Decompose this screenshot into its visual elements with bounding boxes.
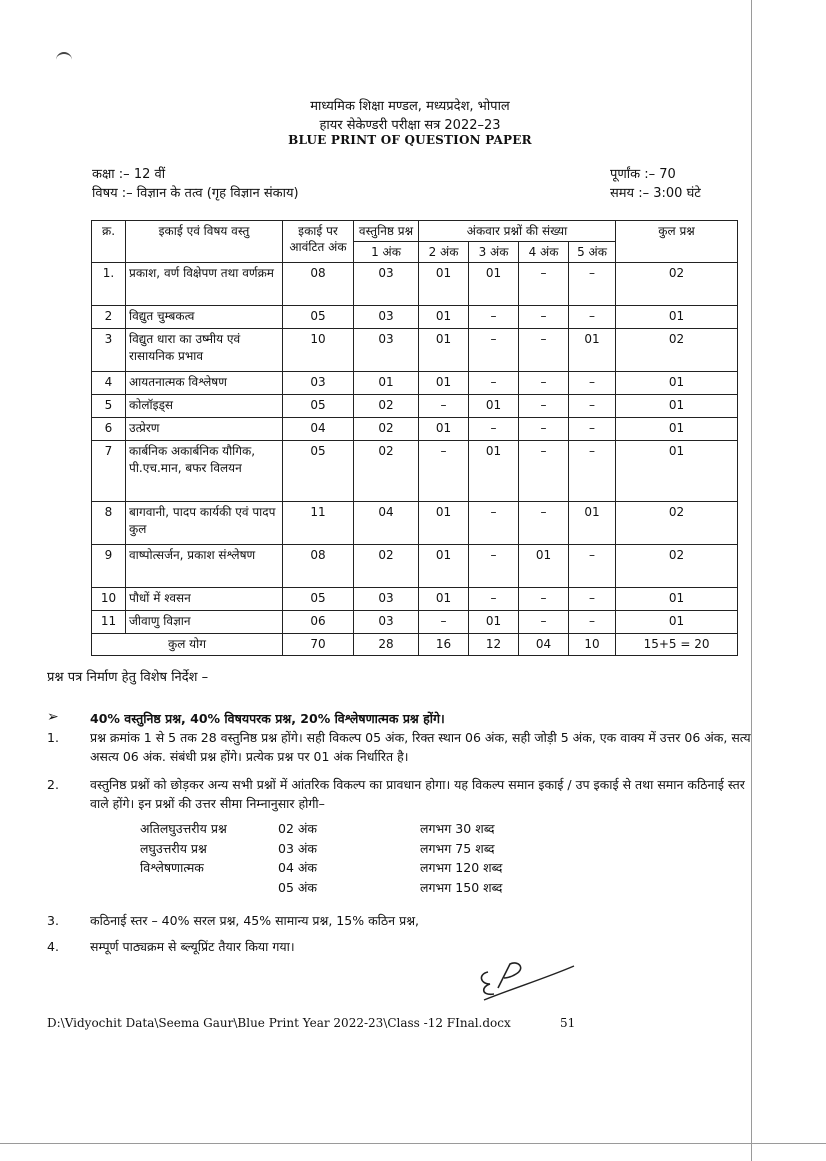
point-2-text: वस्तुनिष्ठ प्रश्नों को छोड़कर अन्य सभी प्रश्नों में आंतरिक विकल्प का प्रावधान होगा। यह विकल्प समान इकाई / उप इकाई से तथा समान कठिनाई स्तर वाले होंगे। इन प्रश्नों की उत्तर सीमा निम्नानुसार होगी– xyxy=(90,777,745,811)
col-5-mark: 5 अंक xyxy=(569,242,616,263)
row-total: 01 xyxy=(616,418,738,441)
row-unit: बागवानी, पादप कार्यकी एवं पादप कुल xyxy=(126,502,283,545)
table-row xyxy=(92,329,738,372)
row-sno: 5 xyxy=(92,395,126,418)
row-5-mark: – xyxy=(569,372,616,395)
point-4-number: 4. xyxy=(47,939,59,954)
row-total: 02 xyxy=(616,329,738,372)
row-2-mark: – xyxy=(419,395,469,418)
row-4-mark: – xyxy=(519,588,569,611)
table-row xyxy=(92,372,738,395)
table-row xyxy=(92,441,738,502)
row-2-mark: 01 xyxy=(419,372,469,395)
time-label: समय :– 3:00 घंटे xyxy=(610,186,701,201)
document-title: BLUE PRINT OF QUESTION PAPER xyxy=(288,133,532,147)
point-1-number: 1. xyxy=(47,730,59,745)
table-row xyxy=(92,306,738,329)
col-alloc: इकाई पर आवंटित अंक xyxy=(283,221,354,263)
word-limit-value: लगभग 120 शब्द xyxy=(420,860,503,875)
point-3-text: कठिनाई स्तर – 40% सरल प्रश्न, 45% सामान्य प्रश्न, 15% कठिन प्रश्न, xyxy=(90,913,420,928)
point-1-text: प्रश्न क्रमांक 1 से 5 तक 28 वस्तुनिष्ठ प्रश्न होंगे। सही विकल्प 05 अंक, रिक्त स्थान 06 अंक, सही जोड़ी 5 अंक, एक वाक्य में उत्तर 06 अंक, सत्य असत्य 06 अंक. संबंधी प्रश्न होंगे। प्रत्येक प्रश्न पर 01 अंक निर्धारित है। xyxy=(90,730,751,764)
row-3-mark: – xyxy=(469,306,519,329)
table-header-row xyxy=(92,221,738,242)
class-label: कक्षा :– 12 वीं xyxy=(92,167,166,182)
col-sno: क्र. xyxy=(92,221,126,263)
row-total: 01 xyxy=(616,611,738,634)
row-alloc: 06 xyxy=(283,611,354,634)
row-3-mark: 01 xyxy=(469,611,519,634)
row-sno: 2 xyxy=(92,306,126,329)
total-5-mark: 10 xyxy=(569,634,616,656)
scan-mark xyxy=(56,52,72,64)
row-1-mark: 03 xyxy=(354,329,419,372)
col-2-mark: 2 अंक xyxy=(419,242,469,263)
row-unit: वाष्पोत्सर्जन, प्रकाश संश्लेषण xyxy=(126,545,283,588)
row-alloc: 03 xyxy=(283,372,354,395)
row-3-mark: – xyxy=(469,588,519,611)
row-unit: जीवाणु विज्ञान xyxy=(126,611,283,634)
row-5-mark: – xyxy=(569,395,616,418)
row-alloc: 08 xyxy=(283,263,354,306)
word-limit-marks: 03 अंक xyxy=(278,841,318,856)
row-5-mark: – xyxy=(569,611,616,634)
row-1-mark: 03 xyxy=(354,611,419,634)
total-2-mark: 16 xyxy=(419,634,469,656)
footer-file-path: D:\Vidyochit Data\Seema Gaur\Blue Print Year 2022-23\Class -12 FInal.docx xyxy=(47,1016,511,1030)
row-total: 01 xyxy=(616,588,738,611)
row-alloc: 05 xyxy=(283,588,354,611)
total-label: कुल योग xyxy=(92,634,283,656)
row-4-mark: – xyxy=(519,395,569,418)
row-total: 01 xyxy=(616,306,738,329)
row-unit: आयतनात्मक विश्लेषण xyxy=(126,372,283,395)
row-total: 01 xyxy=(616,441,738,502)
row-5-mark: – xyxy=(569,441,616,502)
subject-label: विषय :– विज्ञान के तत्व (गृह विज्ञान संकाय) xyxy=(92,186,299,201)
word-limit-type: अतिलघुउत्तरीय प्रश्न xyxy=(140,821,227,836)
row-unit: कोलॉइड्स xyxy=(126,395,283,418)
row-sno: 3 xyxy=(92,329,126,372)
word-limit-value: लगभग 150 शब्द xyxy=(420,880,503,895)
row-5-mark: – xyxy=(569,306,616,329)
col-markwise: अंकवार प्रश्नों की संख्या xyxy=(419,221,616,242)
row-2-mark: 01 xyxy=(419,545,469,588)
row-5-mark: – xyxy=(569,545,616,588)
instructions-title: प्रश्न पत्र निर्माण हेतु विशेष निर्देश – xyxy=(47,670,209,685)
row-2-mark: – xyxy=(419,441,469,502)
table-row xyxy=(92,588,738,611)
row-sno: 7 xyxy=(92,441,126,502)
row-1-mark: 01 xyxy=(354,372,419,395)
col-3-mark: 3 अंक xyxy=(469,242,519,263)
row-1-mark: 02 xyxy=(354,441,419,502)
row-total: 02 xyxy=(616,545,738,588)
row-3-mark: – xyxy=(469,329,519,372)
row-3-mark: 01 xyxy=(469,441,519,502)
row-4-mark: – xyxy=(519,372,569,395)
row-4-mark: – xyxy=(519,611,569,634)
row-unit: प्रकाश, वर्ण विक्षेपण तथा वर्णक्रम xyxy=(126,263,283,306)
row-1-mark: 02 xyxy=(354,418,419,441)
table-body xyxy=(92,263,738,634)
signature-mark xyxy=(474,958,584,1004)
total-alloc: 70 xyxy=(283,634,354,656)
row-2-mark: 01 xyxy=(419,263,469,306)
row-sno: 8 xyxy=(92,502,126,545)
table-row xyxy=(92,418,738,441)
row-unit: कार्बनिक अकार्बनिक यौगिक, पी.एच.मान, बफर विलयन xyxy=(126,441,283,502)
total-1-mark: 28 xyxy=(354,634,419,656)
row-5-mark: 01 xyxy=(569,502,616,545)
row-total: 01 xyxy=(616,372,738,395)
row-3-mark: 01 xyxy=(469,395,519,418)
table-row xyxy=(92,263,738,306)
row-1-mark: 02 xyxy=(354,395,419,418)
word-limit-value: लगभग 30 शब्द xyxy=(420,821,495,836)
row-3-mark: 01 xyxy=(469,263,519,306)
word-limit-value: लगभग 75 शब्द xyxy=(420,841,495,856)
row-sno: 1. xyxy=(92,263,126,306)
exam-session: हायर सेकेण्डरी परीक्षा सत्र 2022–23 xyxy=(319,118,501,133)
row-5-mark: – xyxy=(569,263,616,306)
row-sno: 10 xyxy=(92,588,126,611)
row-1-mark: 03 xyxy=(354,306,419,329)
row-2-mark: 01 xyxy=(419,502,469,545)
row-5-mark: – xyxy=(569,418,616,441)
row-unit: पौधों में श्वसन xyxy=(126,588,283,611)
table-row xyxy=(92,611,738,634)
row-sno: 11 xyxy=(92,611,126,634)
col-total: कुल प्रश्न xyxy=(616,221,738,263)
row-4-mark: – xyxy=(519,502,569,545)
point-4-text: सम्पूर्ण पाठ्यक्रम से ब्ल्यूप्रिंट तैयार किया गया। xyxy=(90,939,295,954)
board-name: माध्यमिक शिक्षा मण्डल, मध्यप्रदेश, भोपाल xyxy=(310,99,510,114)
row-3-mark: – xyxy=(469,372,519,395)
row-2-mark: 01 xyxy=(419,418,469,441)
table-row xyxy=(92,545,738,588)
word-limit-type: विश्लेषणात्मक xyxy=(140,860,204,875)
max-marks-label: पूर्णांक :– 70 xyxy=(610,167,676,182)
row-unit: विद्युत चुम्बकत्व xyxy=(126,306,283,329)
word-limit-type: लघुउत्तरीय प्रश्न xyxy=(140,841,207,856)
row-1-mark: 04 xyxy=(354,502,419,545)
total-3-mark: 12 xyxy=(469,634,519,656)
row-alloc: 08 xyxy=(283,545,354,588)
total-row xyxy=(92,634,738,656)
col-4-mark: 4 अंक xyxy=(519,242,569,263)
row-3-mark: – xyxy=(469,502,519,545)
row-1-mark: 02 xyxy=(354,545,419,588)
page-number: 51 xyxy=(560,1016,576,1030)
word-limit-marks: 02 अंक xyxy=(278,821,318,836)
row-unit: विद्युत धारा का उष्मीय एवं रासायनिक प्रभाव xyxy=(126,329,283,372)
row-alloc: 10 xyxy=(283,329,354,372)
row-1-mark: 03 xyxy=(354,588,419,611)
row-total: 01 xyxy=(616,395,738,418)
point-3-number: 3. xyxy=(47,913,59,928)
table-row xyxy=(92,395,738,418)
question-ratio-note: 40% वस्तुनिष्ठ प्रश्न, 40% विषयपरक प्रश्न, 20% विश्लेषणात्मक प्रश्न होंगे। xyxy=(90,711,445,726)
bottom-rule xyxy=(0,1143,826,1144)
col-objective: वस्तुनिष्ठ प्रश्न xyxy=(354,221,419,242)
row-sno: 6 xyxy=(92,418,126,441)
row-unit: उत्प्रेरण xyxy=(126,418,283,441)
row-2-mark: 01 xyxy=(419,329,469,372)
row-5-mark: – xyxy=(569,588,616,611)
col-1-mark: 1 अंक xyxy=(354,242,419,263)
row-4-mark: – xyxy=(519,263,569,306)
row-sno: 9 xyxy=(92,545,126,588)
total-4-mark: 04 xyxy=(519,634,569,656)
col-unit: इकाई एवं विषय वस्तु xyxy=(126,221,283,263)
row-4-mark: – xyxy=(519,306,569,329)
row-5-mark: 01 xyxy=(569,329,616,372)
word-limit-marks: 05 अंक xyxy=(278,880,318,895)
row-2-mark: 01 xyxy=(419,306,469,329)
row-2-mark: 01 xyxy=(419,588,469,611)
row-4-mark: – xyxy=(519,441,569,502)
row-alloc: 05 xyxy=(283,306,354,329)
row-alloc: 05 xyxy=(283,395,354,418)
row-alloc: 11 xyxy=(283,502,354,545)
row-total: 02 xyxy=(616,263,738,306)
row-3-mark: – xyxy=(469,418,519,441)
total-questions: 15+5 = 20 xyxy=(616,634,738,656)
blueprint-table xyxy=(91,220,738,656)
point-2-number: 2. xyxy=(47,777,59,792)
row-sno: 4 xyxy=(92,372,126,395)
row-4-mark: – xyxy=(519,329,569,372)
arrow-bullet-icon: ➢ xyxy=(47,709,59,725)
row-alloc: 04 xyxy=(283,418,354,441)
row-1-mark: 03 xyxy=(354,263,419,306)
row-4-mark: 01 xyxy=(519,545,569,588)
row-4-mark: – xyxy=(519,418,569,441)
row-total: 02 xyxy=(616,502,738,545)
row-alloc: 05 xyxy=(283,441,354,502)
page-edge xyxy=(751,0,752,1161)
row-2-mark: – xyxy=(419,611,469,634)
row-3-mark: – xyxy=(469,545,519,588)
word-limit-marks: 04 अंक xyxy=(278,860,318,875)
table-row xyxy=(92,502,738,545)
